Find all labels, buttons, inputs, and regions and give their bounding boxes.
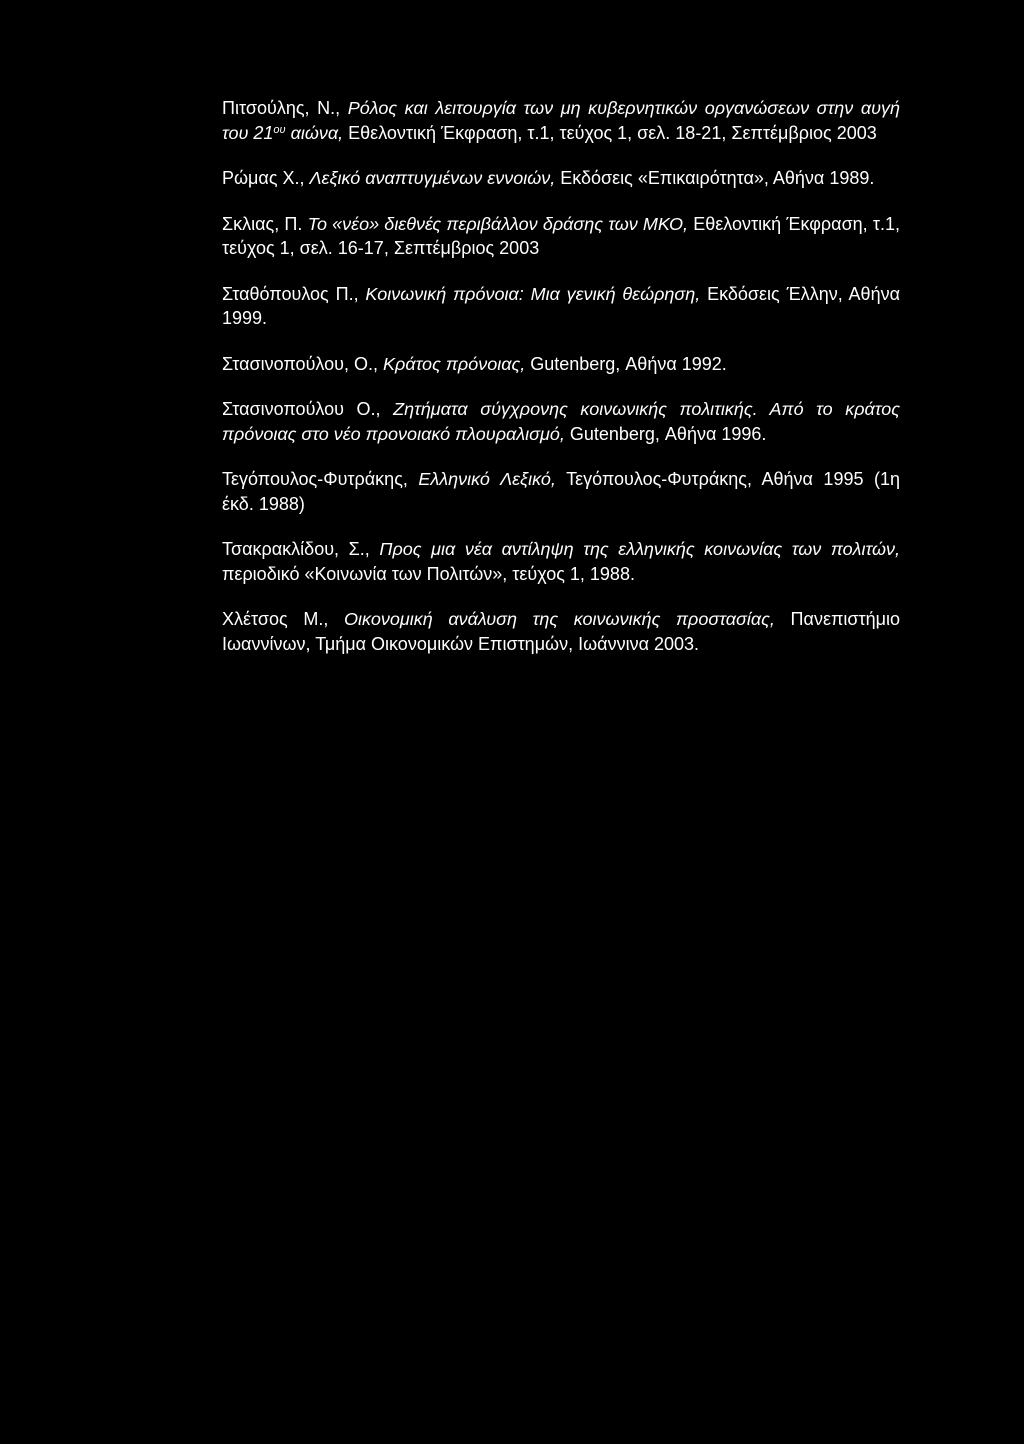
reference-entry — [222, 537, 900, 586]
reference-author: Ρώμας Χ., — [222, 168, 310, 188]
reference-entry — [222, 282, 900, 331]
reference-author: Σκλιας, Π. — [222, 213, 308, 234]
reference-title-end: αιώνα, — [285, 122, 344, 143]
reference-author: Στασινοπούλου, Ο., — [222, 353, 383, 374]
reference-title: Προς μια νέα αντίληψη της ελληνικής κοινωνίας των πολιτών, — [379, 539, 900, 559]
reference-details: Εθελοντική Έκφραση, τ.1, τεύχος 1, σελ. 18-21, Σεπτέμβριος 2003 — [343, 122, 877, 143]
reference-entry — [222, 467, 900, 516]
reference-entry — [222, 397, 900, 446]
reference-title: Κράτος πρόνοιας, — [383, 353, 526, 374]
reference-author: Χλέτσος Μ., — [222, 609, 345, 629]
reference-author: Τεγόπουλος-Φυτράκης, — [222, 469, 419, 489]
reference-details: Τεγόπουλος-Φυτράκης, Αθήνα 1995 (1η έκδ. 1988) — [222, 469, 901, 514]
reference-details: Εθελοντική Έκφραση, τ.1, τεύχος 1, σελ. 16-17, Σεπτέμβριος 2003 — [222, 213, 901, 258]
reference-title: Ελληνικό Λεξικό, — [418, 469, 556, 489]
reference-author: Πιτσούλης, Ν., — [222, 98, 348, 118]
reference-title: Οικονομική ανάλυση της κοινωνικής προστασίας, — [344, 609, 775, 629]
reference-title-superscript: ου — [273, 123, 286, 136]
reference-details: περιοδικό «Κοινωνία των Πολιτών», τεύχος 1, 1988. — [222, 563, 635, 584]
reference-entry — [222, 352, 900, 377]
reference-title: Ζητήματα σύγχρονης κοινωνικής πολιτικής. Από το κράτος πρόνοιας στο νέο προνοιακό πλουραλισμό, — [222, 399, 901, 444]
reference-title: Κοινωνική πρόνοια: Μια γενική θεώρηση, — [365, 283, 701, 304]
reference-title-text: Ρόλος και λειτουργία των μη κυβερνητικών οργανώσεων στην αυγή του 21 — [222, 98, 901, 143]
reference-title: Το «νέο» διεθνές περιβάλλον δράσης των ΜΚΟ, — [307, 213, 689, 234]
reference-entry — [222, 96, 900, 145]
reference-details: Πανεπιστήμιο Ιωαννίνων, Τμήμα Οικονομικών Επιστημών, Ιωάννινα 2003. — [222, 609, 900, 654]
reference-details: Εκδόσεις Έλλην, Αθήνα 1999. — [222, 283, 900, 328]
reference-author: Στασινοπούλου Ο., — [222, 399, 394, 419]
reference-entry — [222, 166, 900, 191]
reference-details: Gutenberg, Αθήνα 1992. — [525, 353, 727, 374]
reference-author: Σταθόπουλος Π., — [222, 283, 366, 304]
reference-details: Gutenberg, Αθήνα 1996. — [564, 423, 767, 444]
reference-entry — [222, 607, 900, 656]
reference-entry — [222, 212, 900, 261]
reference-title: Λεξικό αναπτυγμένων εννοιών, — [309, 168, 556, 188]
reference-details: Εκδόσεις «Επικαιρότητα», Αθήνα 1989. — [555, 168, 875, 188]
reference-list — [222, 96, 900, 677]
reference-author: Τσακρακλίδου, Σ., — [222, 539, 380, 559]
